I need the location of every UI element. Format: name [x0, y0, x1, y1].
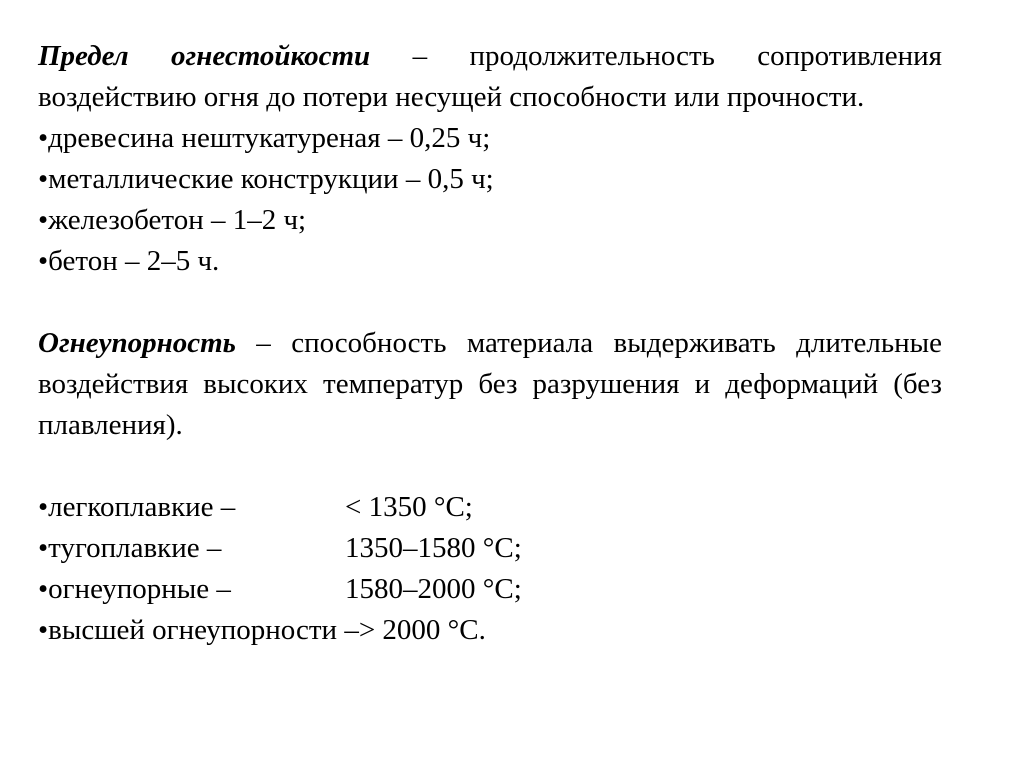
- list-item: •древесина нештукатуреная – 0,25 ч;: [38, 122, 491, 154]
- spacer: [38, 446, 942, 487]
- refractoriness-term: Огнеупорность: [38, 327, 236, 359]
- ref-value: > 2000 °С.: [358, 614, 486, 646]
- list-item: •железобетон – 1–2 ч;: [38, 204, 307, 236]
- spacer: [38, 282, 942, 323]
- list-item: [38, 487, 942, 528]
- list-item: •металлические конструкции – 0,5 ч;: [38, 163, 494, 195]
- ref-label: •огнеупорные –: [38, 573, 231, 605]
- refractoriness-definition: – способность материала выдерживать длительные воздействия высоких температур без разрушения и деформаций (без плавления).: [38, 327, 942, 441]
- fire-resistance-list: [38, 118, 942, 282]
- slide-content: [38, 36, 942, 651]
- fire-limit-definition: – продолжительность сопротивления воздействию огня до потери несущей способности или прочности.: [38, 40, 942, 113]
- fire-limit-paragraph: [38, 36, 942, 118]
- ref-value: < 1350 °С;: [345, 491, 473, 523]
- ref-label: •тугоплавкие –: [38, 532, 222, 564]
- refractoriness-paragraph: [38, 323, 942, 446]
- ref-value: 1350–1580 °С;: [345, 532, 522, 564]
- list-item: [38, 528, 942, 569]
- list-item: •бетон – 2–5 ч.: [38, 245, 220, 277]
- list-item: [38, 610, 942, 651]
- ref-label: •высшей огнеупорности –: [38, 614, 359, 646]
- ref-value: 1580–2000 °С;: [345, 573, 522, 605]
- list-item: [38, 569, 942, 610]
- refractoriness-list: [38, 487, 942, 651]
- ref-label: •легкоплавкие –: [38, 491, 236, 523]
- fire-limit-term: Предел огнестойкости: [38, 40, 371, 72]
